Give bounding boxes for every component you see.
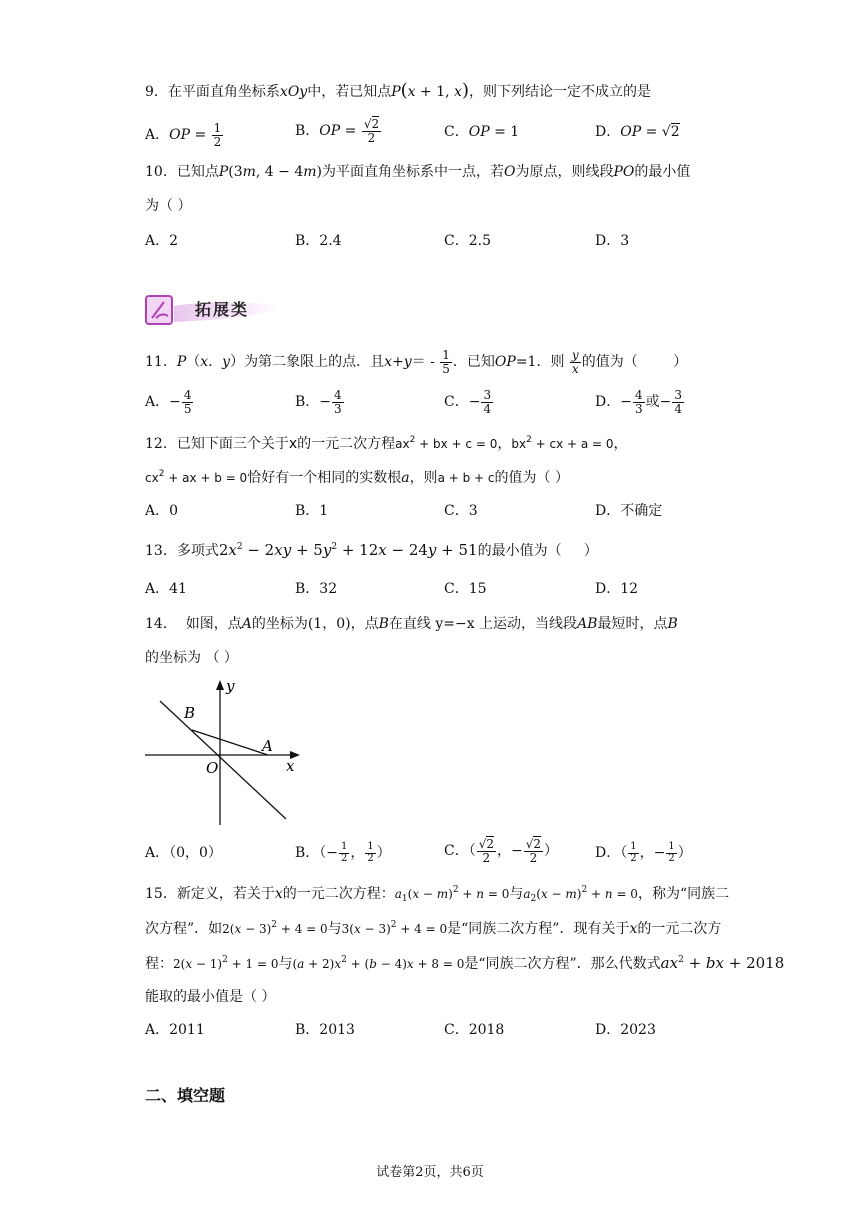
q14-option-d: D．（ $\frac{1}{2}$ ，− $\frac{1}{2}$ ） (595, 841, 692, 864)
q12-stem-line1: 12．已知下面三个关于x的一元二次方程$ax^2$ + bx + c = 0，$bx^2$ + cx + a = 0， (145, 435, 628, 452)
expand-banner-label: 拓展类 (195, 300, 250, 319)
q10-stem-line1: 10．已知点P(3m, 4 − 4m)为平面直角坐标系中一点，若O为原点，则线段PO的最小值 (145, 164, 691, 180)
q14-figure (140, 675, 310, 830)
q9-option-c: C．OP = 1 (444, 124, 520, 140)
page-footer: 试卷第2页，共6页 (376, 1165, 484, 1180)
q13-option-b: B．32 (295, 581, 338, 597)
q15-stem-line3: 程：$2(x - 1)^2 + 1 = 0$与$(a + 2)x^2 + (b - 4)x + 8 = 0$是“同族二次方程”．那么代数式$ax^2$ + bx + 2018 (145, 954, 785, 972)
q15-option-b: B．2013 (295, 1022, 355, 1038)
line-y-neg-x (160, 701, 286, 819)
label-x: x (286, 757, 295, 775)
q13-option-d: D．12 (595, 581, 639, 597)
q15-option-d: D．2023 (595, 1022, 656, 1038)
q9-option-b: B．OP = $\frac{√2}{2}$ (295, 117, 380, 145)
q11-option-a: A．− $\frac{4}{5}$ (145, 388, 192, 416)
q13-stem: 13．多项式$2x^2 - 2xy + 5y^2 + 12x - 24y + 51$的最小值为（ ） (145, 541, 598, 559)
q11-stem: 11．P（x．y）为第二象限上的点．且x+y＝ - $\frac{1}{5}$ ．已知OP=1．则 $\frac{y}{x}$ 的值为（ ） (145, 348, 688, 376)
q10-option-d: D．3 (595, 233, 630, 249)
q15-stem-line4: 能取的最小值是（ ） (145, 989, 276, 1005)
q11-option-c: C．− $\frac{3}{4}$ (444, 388, 492, 416)
label-o: O (206, 759, 219, 777)
q10-option-c: C．2.5 (444, 233, 491, 249)
q11-option-d: D．− $\frac{4}{3}$ 或− $\frac{3}{4}$ (595, 388, 682, 416)
q15-option-a: A．2011 (145, 1022, 205, 1038)
q15-stem-line2: 次方程”．如$2(x - 3)^2 + 4 = 0$与$3(x - 3)^2 + 4 = 0$是“同族二次方程”．现有关于x的一元二次方 (145, 920, 722, 937)
q12-option-c: C．3 (444, 503, 478, 519)
q12-option-a: A．0 (145, 503, 179, 519)
q14-option-a: A．（0，0） (145, 845, 222, 861)
q14-stem-line1: 14． 如图，点A的坐标为(1，0)，点B在直线 y=−x 上运动，当线段AB最短时，点B (145, 616, 678, 632)
q13-option-a: A．41 (145, 581, 187, 597)
q9-stem: 9．在平面直角坐标系xOy中，若已知点P(x + 1, x)，则下列结论一定不成立的是 (145, 80, 651, 101)
q10-stem-line2: 为（ ） (145, 198, 192, 214)
label-b: B (184, 704, 196, 722)
q11-option-b: B．− $\frac{4}{3}$ (295, 388, 342, 416)
q13-option-c: C．15 (444, 581, 487, 597)
label-y: y (226, 677, 235, 695)
q9-option-a: A．OP = $\frac{1}{2}$ (145, 121, 222, 149)
q14-stem-line2: 的坐标为 （ ） (145, 650, 238, 666)
q15-stem-line1: 15．新定义，若关于x的一元二次方程：$a_1(x - m)^2 + n = 0$与$a_2(x - m)^2 + n = 0$，称为“同族二 (145, 885, 730, 904)
section-fill-in-blank-title: 二、填空题 (145, 1086, 226, 1105)
y-axis-arrow (216, 680, 224, 690)
q10-option-b: B．2.4 (295, 233, 342, 249)
q12-option-b: B．1 (295, 503, 329, 519)
q14-option-c: C．（ $\frac{√2}{2}$ ，− $\frac{√2}{2}$ ） (444, 837, 559, 865)
q12-stem-line2: $cx^2$ + ax + b = 0恰好有一个相同的实数根a，则a + b + c的值为（ ） (145, 469, 569, 486)
q10-option-a: A．2 (145, 233, 179, 249)
q9-option-d: D．OP = √2 (595, 124, 680, 140)
q12-option-d: D．不确定 (595, 503, 663, 519)
q14-option-b: B．（− $\frac{1}{2}$ ， $\frac{1}{2}$ ） (295, 841, 391, 864)
label-a: A (262, 737, 273, 755)
q15-option-c: C．2018 (444, 1022, 505, 1038)
